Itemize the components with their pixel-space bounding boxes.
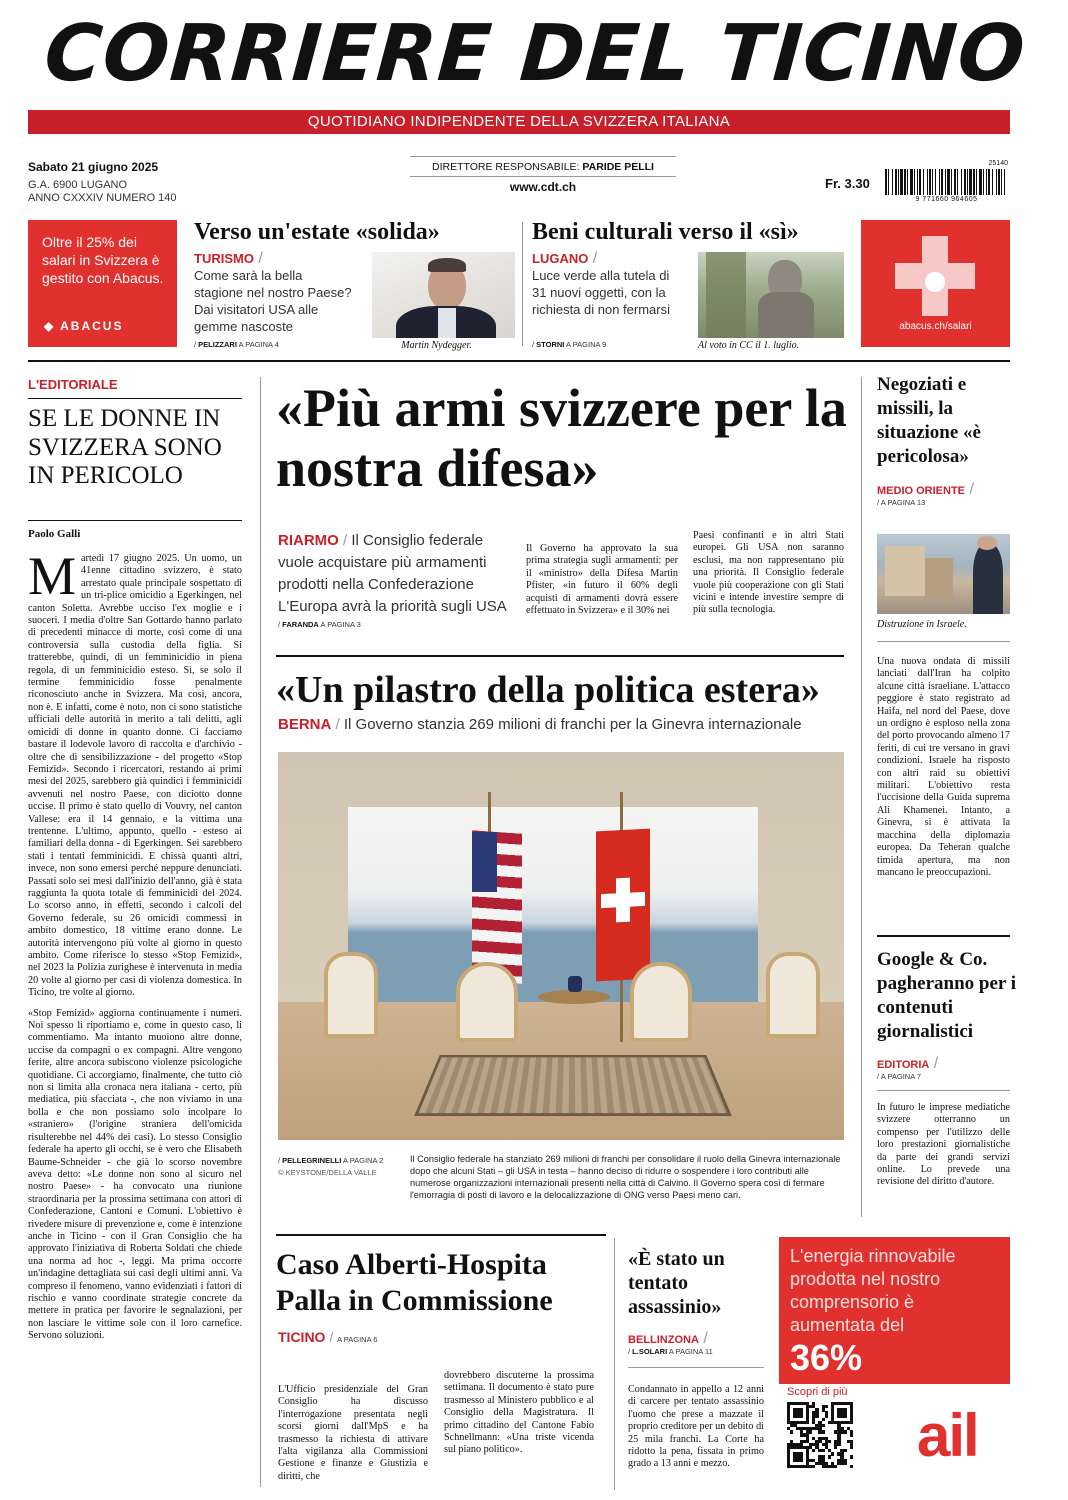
director-label: DIRETTORE RESPONSABILE: bbox=[432, 161, 580, 173]
editoriale-dropcap: M bbox=[28, 553, 77, 606]
abacus-ad-url: abacus.ch/salari bbox=[899, 321, 972, 332]
tagline-bar: QUOTIDIANO INDIPENDENTE DELLA SVIZZERA ITALIANA bbox=[28, 110, 1010, 134]
abacus-brand: ABACUS bbox=[60, 319, 124, 333]
lugano-title[interactable]: Beni culturali verso il «sì» bbox=[532, 219, 799, 245]
ail-cta[interactable]: Scopri di più bbox=[787, 1386, 848, 1398]
editoriale-body bbox=[28, 553, 242, 1493]
abacus-ad-right[interactable] bbox=[861, 220, 1010, 347]
barcode bbox=[883, 160, 1010, 206]
alberti-page: A PAGINA 6 bbox=[337, 1335, 378, 1344]
carpet bbox=[414, 1055, 732, 1116]
second-author: PELLEGRINELLI bbox=[282, 1156, 342, 1165]
bellinzona-ref: / L.SOLARI A PAGINA 11 bbox=[628, 1347, 713, 1356]
second-kicker: BERNA bbox=[278, 716, 332, 733]
lugano-page: A PAGINA 9 bbox=[566, 340, 607, 349]
medio-oriente-kicker: MEDIO ORIENTE / bbox=[877, 481, 974, 498]
lead-body-col2: Paesi confinanti e in altri Stati europei. Gli USA non saranno esclusi, ma non rappresentano più una priorità. Il Consiglio federale vuole più cooperazione con gli Stati vicini e intende investire sempre di più sulla tecnologia. bbox=[693, 530, 844, 616]
bellinzona-body: Condannato in appello a 12 anni di carcere per tentato assassinio l'uomo che prese a mazzate il proprio creditore per un debito di 25 mila franchi. La Corte ha ridotto la pena, fissata in primo grado a 13 anni e mezzo. bbox=[628, 1384, 764, 1470]
ail-logo: ail bbox=[917, 1402, 978, 1469]
ga-lugano: G.A. 6900 LUGANO bbox=[28, 179, 128, 191]
bellinzona-headline[interactable]: «È stato un tentato assassinio» bbox=[628, 1248, 725, 1318]
director-name: PARIDE PELLI bbox=[582, 161, 654, 173]
turismo-page: A PAGINA 4 bbox=[238, 340, 279, 349]
bellinzona-author: L.SOLARI bbox=[632, 1347, 668, 1356]
lugano-kicker-text: LUGANO bbox=[532, 251, 589, 266]
lead-summary-text: Il Consiglio federale vuole acquistare più armamenti prodotti nella Confederazione L'Europa avrà la priorità sugli USA bbox=[278, 532, 507, 615]
geneva-photo bbox=[278, 752, 844, 1140]
israel-caption: Distruzione in Israele. bbox=[877, 619, 967, 630]
abacus-ad-left[interactable] bbox=[28, 220, 177, 347]
qr-code-icon[interactable] bbox=[787, 1402, 853, 1468]
turismo-kicker: TURISMO / bbox=[194, 250, 263, 267]
lugano-author: STORNI bbox=[536, 340, 565, 349]
lead-kicker: RIARMO bbox=[278, 532, 339, 549]
alberti-kicker-text: TICINO bbox=[278, 1329, 326, 1345]
editoriale-first-lines: artedì 17 giugno 2025. Un uomo, un 41enne cittadino svizzero, è stato arrestato quale principale sospettato di un tri- bbox=[81, 553, 242, 602]
alberti-kicker: TICINO / A PAGINA 6 bbox=[278, 1329, 378, 1345]
editoriale-body-1: plice omicidio a Egerkingen, nel canton Soletta. Avrebbe ucciso l'ex moglie e i suoceri. I media d'oltre San Gottardo hanno parlato di precedenti minacce di morte, così come di una controversia sulla custodia della figlia. Si tratterebbe, quindi, di un femminicidio in piena regola, di un femminicidio esteso. Sì, se solo il termine femminicidio fosse penalmente riconosciuto anche in Svizzera. Ma così, ancora, non è. E infatti, come è noto, non ci sono statistiche ufficiali delle autorità in merito a tali delitti, agli omicidi di donne in quanto donne. Ci facciamo bastare il lodevole lavoro di raccolta e d'archivio - oltre che di sensibilizzazione - del progetto «Stop Femizid». Secondo i ricercatori, restando ai primi mesi del 2025, sarebbero già quindici i femminicidi avvenuti nel nostro Paese, con diciotto donne uccise. Il primo è stato quello di Vouvry, nel canton Vallese: era il 14 gennaio, e la vittima una trentenne. L'ultimo, appunto, quello - esteso ai familiari della donna - di Egerkingen. Sei sarebbero stati i tentati femminicidi. E chissà quanti altri, invece, non sono emersi perché neppure denunciati. Passati solo sei mesi dall'inizio dell'anno, già è stata raggiunta la quota totale di femminicidi del 2024. Lo scorso anno, in effetti, secondo i calcoli del Governo federale, su 26 omicidi commessi in ambito domestico, 18 vittime erano donne. Le autorità intervengono più volte al giorno in questo ambito. Come riferisce lo stesso «Stop Femizid», nel 2023 la Polizia zurighese è intervenuta in media 20 volte al giorno per casi di violenza domestica. In Ticino, tre volte al giorno. bbox=[28, 590, 242, 999]
ail-ad[interactable] bbox=[779, 1237, 1010, 1487]
swiss-cross-icon bbox=[895, 236, 975, 316]
editoriale-title[interactable]: SE LE DONNE IN SVIZZERA SONO IN PERICOLO bbox=[28, 405, 222, 489]
director bbox=[410, 161, 676, 173]
medio-oriente-kicker-text: MEDIO ORIENTE bbox=[877, 485, 966, 497]
bellinzona-kicker-text: BELLINZONA bbox=[628, 1334, 699, 1346]
lead-author: FARANDA bbox=[282, 620, 319, 629]
lugano-ref: / STORNI A PAGINA 9 bbox=[532, 340, 607, 349]
second-headline[interactable]: «Un pilastro della politica estera» bbox=[276, 669, 820, 711]
editoriale-body-2: «Stop Femizid» aggiorna continuamente i numeri. Noi spesso li riportiamo e, come in questo caso, li commentiamo. Ma intanto muoiono altre donne, uccise da compagni o ex compagni. Altre vengono ferite, altre ancora subiscono violenze psicologiche quotidiane. Ci accorgiamo, finalmente, che tutto ciò non si limita alla cronaca nera italiana - certo, più mediatica, più sfacciata -, che non viviamo in una bolla e che non possiamo solo incolpare lo «straniero» (l'origine straniera dell'omicida risulterebbe nel 44% dei casi). Lo stesso Consiglio federale ha aperto gli occhi, se è vero che Elisabeth Baume-Schneider - che già lo scorso novembre aveva detto: «Le donne non sono al sicuro nel nostro Paese» - ha convocato una riunione straordinaria per la prossima settimana con attori di Confederazione, Cantoni e Comuni. L'obiettivo è rivedere misure di prevenzione e, come è intenzione anche in Ticino - con il Gran Consiglio che ha approvato l'iniziativa di Roberta Soldati che chiede una norma ad hoc -, leggi. Ma prima occorre un'indagine dettagliata sui casi degli ultimi anni. Va compreso il fenomeno, vanno evidenziati i fattori di rischio e vanno coordinate strategie concrete da mettere in pratica per favorire le segnalazioni, per non lasciare le vittime sole con il loro carnefice. Servono soluzioni. bbox=[28, 1007, 242, 1342]
issue-date: Sabato 21 giugno 2025 bbox=[28, 160, 159, 174]
editoria-ref: / A PAGINA 7 bbox=[877, 1072, 922, 1081]
side-table bbox=[538, 990, 610, 1004]
editoriale-author: Paolo Galli bbox=[28, 528, 81, 540]
lead-body-col1: Il Governo ha approvato la sua prima strategia sugli armamenti: per il «ministro» della Difesa Martin Pfister, «in futuro il 60% degli acquisti di armamenti dovrà essere effettuato in Svizzera» e il 30% nei bbox=[526, 543, 678, 617]
turismo-kicker-text: TURISMO bbox=[194, 251, 254, 266]
second-summary-text: Il Governo stanzia 269 milioni di franchi per la Ginevra internazionale bbox=[343, 716, 802, 733]
lugano-kicker: LUGANO / bbox=[532, 250, 598, 267]
lead-headline[interactable]: «Più armi svizzere per la nostra difesa» bbox=[276, 378, 847, 498]
chair-right bbox=[630, 962, 692, 1042]
lead-page: A PAGINA 3 bbox=[320, 620, 361, 629]
editoria-headline[interactable]: Google & Co. pagheranno per i contenuti giornalistici bbox=[877, 949, 1017, 1042]
issue-number: ANNO CXXXIV NUMERO 140 bbox=[28, 192, 177, 204]
lead-summary: RIARMO / Il Consiglio federale vuole acquistare più armamenti prodotti nella Confederazione L'Europa avrà la priorità sugli USA bbox=[278, 532, 507, 615]
lugano-text: Luce verde alla tutela di 31 nuovi oggetti, con la richiesta di non fermarsi bbox=[532, 268, 670, 317]
bellinzona-kicker: BELLINZONA / bbox=[628, 1330, 708, 1347]
nydegger-photo bbox=[372, 252, 515, 338]
editoria-kicker: EDITORIA / bbox=[877, 1055, 939, 1072]
turismo-title[interactable]: Verso un'estate «solida» bbox=[194, 219, 440, 245]
editoria-page: A PAGINA 7 bbox=[880, 1072, 922, 1081]
chair-left bbox=[456, 962, 518, 1042]
medio-oriente-body: Una nuova ondata di missili lanciati dall'Iran ha colpito alcune città israeliane. L'attacco peggiore è stato registrato ad Haifa, nel nord del Paese, dove un ordigno è esploso nella zona del porto provocando almeno 17 feriti, di cui tre versano in gravi condizioni. Israele ha risposto con altri raid su obiettivi militari. L'obiettivo resta l'uccisione della Guida suprema Ali Khamenei. Intanto, a Ginevra, si è attivata la macchina della diplomazia europea. Da Teheran qualche timida apertura, ma non mancano le preoccupazioni. bbox=[877, 656, 1010, 878]
photo-credit: © KEYSTONE/DELLA VALLE bbox=[278, 1168, 377, 1177]
swiss-flag bbox=[596, 829, 650, 982]
israel-photo bbox=[877, 534, 1010, 614]
alberti-body-col1: L'Ufficio presidenziale del Gran Consiglio ha discusso l'interrogazione presentata negli scorsi giorni dall'MpS e ha trasmesso la richiesta di attivare l'alta vigilanza alla Commissioni Gestione e finanze e Giustizia e diritti, che bbox=[278, 1384, 428, 1482]
statue-photo bbox=[698, 252, 844, 338]
geneva-caption: Il Consiglio federale ha stanziato 269 milioni di franchi per consolidare il ruolo della Ginevra internazionale dopo che alcuni Stati – gli USA in testa – hanno deciso di ridurre o sospendere i loro contributi alle numerose organizzazioni internazionali presenti nella città di Calvino. Il Governo spera così di fermare l'emorragia di posti di lavoro e la delocalizzazione di ONG verso Paesi meno cari. bbox=[410, 1154, 841, 1200]
editoria-body: In futuro le imprese mediatiche svizzere otterranno un compenso per l'utilizzo delle loro prestazioni giornalistiche da parte dei grandi servizi online. Lo prevede una revisione del diritto d'autore. bbox=[877, 1102, 1010, 1188]
price: Fr. 3.30 bbox=[825, 176, 870, 191]
lead-ref: / FARANDA A PAGINA 3 bbox=[278, 620, 361, 629]
medio-oriente-ref: / A PAGINA 13 bbox=[877, 498, 926, 507]
ail-ad-percent: 36% bbox=[790, 1337, 863, 1378]
turismo-ref: / PELIZZARI A PAGINA 4 bbox=[194, 340, 279, 349]
alberti-body-col2: dovrebbero discuterne la prossima settimana. Il documento è stato pure trasmesso al Ministero pubblico e al Consiglio della Magistratura. Il primo cittadino del Cantone Fabio Schnellmann: «Una triste vicenda sul piano politico». bbox=[444, 1370, 594, 1456]
nydegger-caption: Martin Nydegger. bbox=[401, 340, 472, 351]
abacus-ad-text: Oltre il 25% dei salari in Svizzera è gestito con Abacus. bbox=[42, 234, 164, 286]
masthead-title: CORRIERE DEL TICINO bbox=[41, 9, 1029, 99]
alberti-headline[interactable]: Caso Alberti-Hospita Palla in Commissione bbox=[276, 1248, 553, 1317]
website-link[interactable]: www.cdt.ch bbox=[509, 180, 577, 194]
second-summary: BERNA / Il Governo stanzia 269 milioni di franchi per la Ginevra internazionale bbox=[278, 716, 802, 733]
turismo-text: Come sarà la bella stagione nel nostro Paese? Dai visitatori USA alle gemme nascoste bbox=[194, 268, 352, 334]
bellinzona-page: A PAGINA 11 bbox=[668, 1347, 713, 1356]
barcode-top-number: 25140 bbox=[988, 160, 1008, 167]
medio-oriente-headline[interactable]: Negoziati e missili, la situazione «è pericolosa» bbox=[877, 374, 981, 467]
ail-ad-text: L'energia rinnovabile prodotta nel nostro comprensorio è aumentata del bbox=[790, 1246, 956, 1335]
editoriale-label: L'EDITORIALE bbox=[28, 377, 118, 392]
second-page: A PAGINA 2 bbox=[343, 1156, 384, 1165]
statue-caption: Al voto in CC il 1. luglio. bbox=[698, 340, 800, 351]
turismo-author: PELIZZARI bbox=[198, 340, 237, 349]
barcode-bottom-number: 9 771660 964605 bbox=[915, 196, 978, 203]
medio-oriente-page: A PAGINA 13 bbox=[880, 498, 926, 507]
second-ref: / PELLEGRINELLI A PAGINA 2 bbox=[278, 1156, 384, 1165]
abacus-logo: ◆ ABACUS bbox=[44, 319, 124, 333]
editoria-kicker-text: EDITORIA bbox=[877, 1059, 930, 1071]
